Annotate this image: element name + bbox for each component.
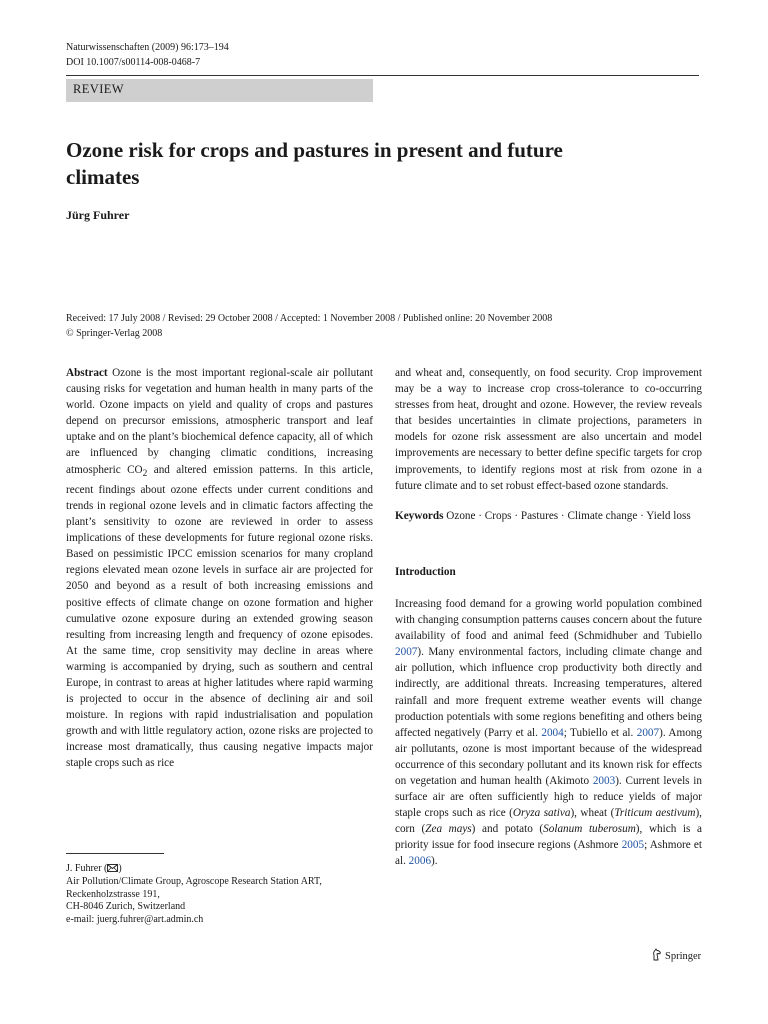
- envelope-icon[interactable]: [107, 864, 118, 876]
- citation-link[interactable]: 2007: [395, 646, 418, 659]
- abstract-subscript: 2: [142, 468, 148, 479]
- footnote-street: Reckenholzstrasse 191,: [66, 888, 160, 900]
- right-column: [395, 365, 702, 870]
- intro-text: ), which is a priority issue for food insecure regions (Ashmore: [395, 823, 702, 852]
- article-type-label: REVIEW: [73, 82, 124, 96]
- footnote-author-line: [66, 863, 322, 876]
- article-title: Ozone risk for crops and pastures in present and future climates: [66, 138, 563, 189]
- species-name: Solanum tuberosum: [543, 823, 636, 836]
- citation-link[interactable]: 2005: [621, 839, 645, 852]
- citation-link[interactable]: 2007: [636, 726, 660, 739]
- footnote-rule: [66, 853, 164, 854]
- introduction-paragraph: [395, 596, 702, 870]
- species-name: Oryza sativa: [512, 807, 571, 820]
- left-column: [66, 365, 373, 772]
- footnote-author: J. Fuhrer (: [66, 863, 108, 874]
- article-type-bar: [66, 79, 373, 102]
- intro-text: ) and potato (: [471, 823, 544, 836]
- keywords-text: Ozone · Crops · Pastures · Climate change · Yield loss: [446, 509, 691, 522]
- footnote-email[interactable]: e-mail: juerg.fuhrer@art.admin.ch: [66, 913, 204, 925]
- journal-header: [66, 41, 229, 70]
- intro-text: ; Tubiello et al.: [563, 726, 637, 739]
- intro-text: ; Ashmore et al.: [395, 839, 702, 868]
- citation-link[interactable]: 2004: [541, 726, 564, 739]
- intro-text: ).: [431, 855, 438, 868]
- header-rule: [66, 75, 699, 76]
- intro-text: ). Many environmental factors, including climate change and air pollution, which influence crop productivity both directly and indirectly, are additional threats. Increasing temperatures, altered rainfall and more frequent extreme weather events will change production potentials with some regions benefiting and others being affected negatively (Parry et al.: [395, 646, 702, 739]
- abstract-paragraph: [66, 365, 373, 772]
- springer-horse-icon: [651, 948, 662, 964]
- abstract-continued: and wheat and, consequently, on food security. Crop improvement may be a way to increase crop cross-tolerance to co-occurring stresses from heat, drought and ozone. However, the review reveals that besides uncertainties in climate projections, parameters in models for ozone risk assessment are also uncertain and model improvements are necessary to better define specific targets for crop improvements, to identify regions most at risk from ozone in a future climate and to set robust effect-based ozone standards.: [395, 367, 702, 492]
- author-footnote: [66, 863, 322, 926]
- keywords-paragraph: [395, 508, 702, 524]
- introduction-heading: Introduction: [395, 565, 456, 578]
- abstract-text-part-1: Ozone is the most important regional-scale air pollutant causing risks for vegetation and human health in many parts of the world. Ozone impacts on yield and quality of crops and pastures depend on precursor emissions, atmospheric transport and leaf uptake and on the plant’s biochemical defence capacity, all of which are influenced by changing climatic conditions, increasing atmospheric CO: [66, 367, 373, 476]
- intro-text: ), wheat (: [570, 807, 615, 820]
- journal-citation: Naturwissenschaften (2009) 96:173–194: [66, 42, 229, 53]
- citation-link[interactable]: 2003: [592, 774, 616, 787]
- intro-text: Increasing food demand for a growing world population combined with changing consumption patterns causes concern about the future availability of food and animal feed (Schmidhuber and Tubiello: [395, 597, 702, 643]
- species-name: Zea mays: [425, 823, 472, 836]
- intro-text: ). Current levels in surface air are often sufficiently high to reduce yields of major staple crops such as rice (: [395, 774, 702, 820]
- intro-text: ). Among air pollutants, ozone is most important because of the widespread occurrence of this secondary pollutant and its known risk for effects on vegetation and human health (Akimoto: [395, 726, 702, 787]
- footnote-affiliation: Air Pollution/Climate Group, Agroscope Research Station ART,: [66, 876, 322, 888]
- publisher-logo: [651, 948, 701, 964]
- intro-text: ), corn (: [395, 807, 702, 836]
- history-dates: Received: 17 July 2008 / Revised: 29 October 2008 / Accepted: 1 November 2008 / Published online: 20 November 2008: [66, 313, 553, 324]
- footnote-author-end: ): [118, 863, 122, 874]
- species-name: Triticum aestivum: [614, 807, 696, 820]
- author-name[interactable]: Jürg Fuhrer: [66, 208, 130, 222]
- abstract-text-part-2: and altered emission patterns. In this article, recent findings about ozone effects under current conditions and trends in regional ozone levels and in climatic factors affecting the plant’s sensitivity to ozone are reviewed in order to assess implications of these developments for future regional ozone risks. Based on pessimistic IPCC emission scenarios for many cropland regions elevated mean ozone levels in surface air are projected for 2050 and beyond as a result of both increasing emissions and positive effects of climate change on ozone formation and higher cumulative ozone exposure during an extended growing season resulting from increasing length and frequency of ozone episodes. At the same time, crop sensitivity may decline in areas where warming is accompanied by drying, such as southern and central Europe, in contrast to areas at higher latitudes where rapid warming is projected to occur in the absence of declining air and soil moisture. In regions with rapid industrialisation and population growth and with little regulatory action, ozone risks are projected to increase most dramatically, thus causing negative impacts major staple crops such as rice: [66, 463, 373, 770]
- keywords-label: Keywords: [395, 509, 444, 522]
- citation-link[interactable]: 2006: [408, 855, 432, 868]
- abstract-label: Abstract: [66, 367, 108, 379]
- publisher-name: Springer: [665, 950, 702, 962]
- article-history: [66, 312, 552, 341]
- footnote-city: CH-8046 Zurich, Switzerland: [66, 901, 186, 913]
- doi-link[interactable]: DOI 10.1007/s00114-008-0468-7: [66, 56, 201, 68]
- copyright-notice: © Springer-Verlag 2008: [66, 327, 163, 339]
